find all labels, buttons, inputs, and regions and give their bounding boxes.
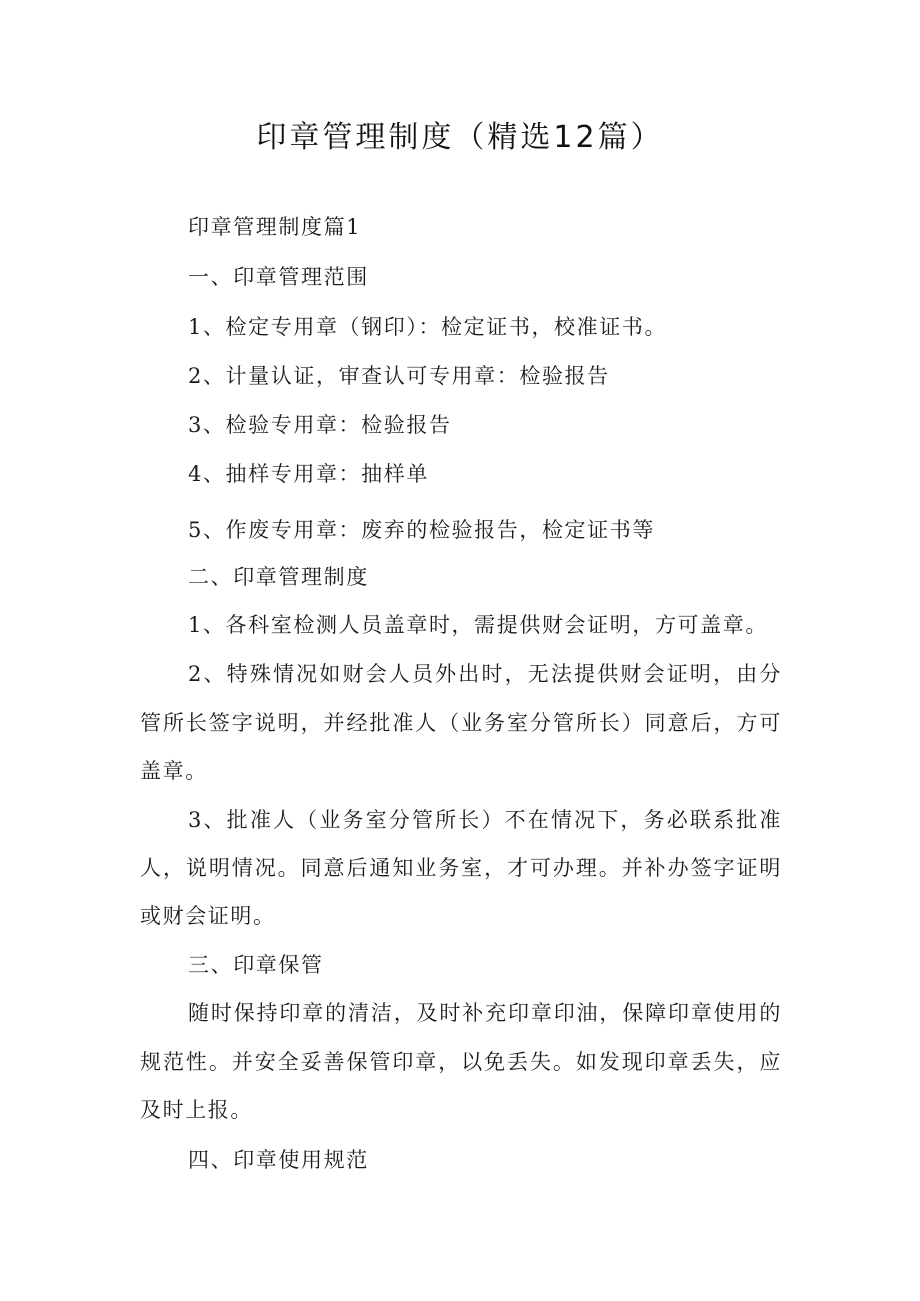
paragraph-line: 2、特殊情况如财会人员外出时，无法提供财会证明，由分 [188, 662, 782, 686]
paragraph-line: 随时保持印章的清洁，及时补充印章印油，保障印章使用的 [188, 1001, 782, 1025]
paragraph-line: 3、批准人（业务室分管所长）不在情况下，务必联系批准 [188, 808, 782, 832]
list-item: 4、抽样专用章：抽样单 [188, 462, 429, 486]
list-item: 1、检定专用章（钢印）：检定证书，校准证书。 [188, 315, 668, 339]
paragraph-line: 或财会证明。 [140, 904, 276, 928]
list-item: 2、计量认证，审查认可专用章：检验报告 [188, 364, 610, 388]
document-title: 印章管理制度（精选12篇） [256, 120, 664, 155]
paragraph-line: 1、各科室检测人员盖章时，需提供财会证明，方可盖章。 [188, 613, 768, 637]
paragraph-line: 人，说明情况。同意后通知业务室，才可办理。并补办签字证明 [140, 856, 782, 880]
section-heading-article-1: 印章管理制度篇1 [188, 215, 362, 239]
paragraph-line: 管所长签字说明，并经批准人（业务室分管所长）同意后，方可 [140, 711, 782, 735]
section-heading-scope: 一、印章管理范围 [188, 265, 369, 289]
section-heading-rules: 二、印章管理制度 [188, 565, 369, 589]
section-heading-usage: 四、印章使用规范 [188, 1148, 369, 1172]
paragraph-line: 规范性。并安全妥善保管印章，以免丢失。如发现印章丢失，应 [140, 1050, 782, 1074]
section-heading-custody: 三、印章保管 [188, 953, 324, 977]
paragraph-line: 及时上报。 [140, 1098, 253, 1122]
list-item: 5、作废专用章：废弃的检验报告，检定证书等 [188, 518, 655, 542]
paragraph-line: 盖章。 [140, 759, 208, 783]
list-item: 3、检验专用章：检验报告 [188, 413, 452, 437]
